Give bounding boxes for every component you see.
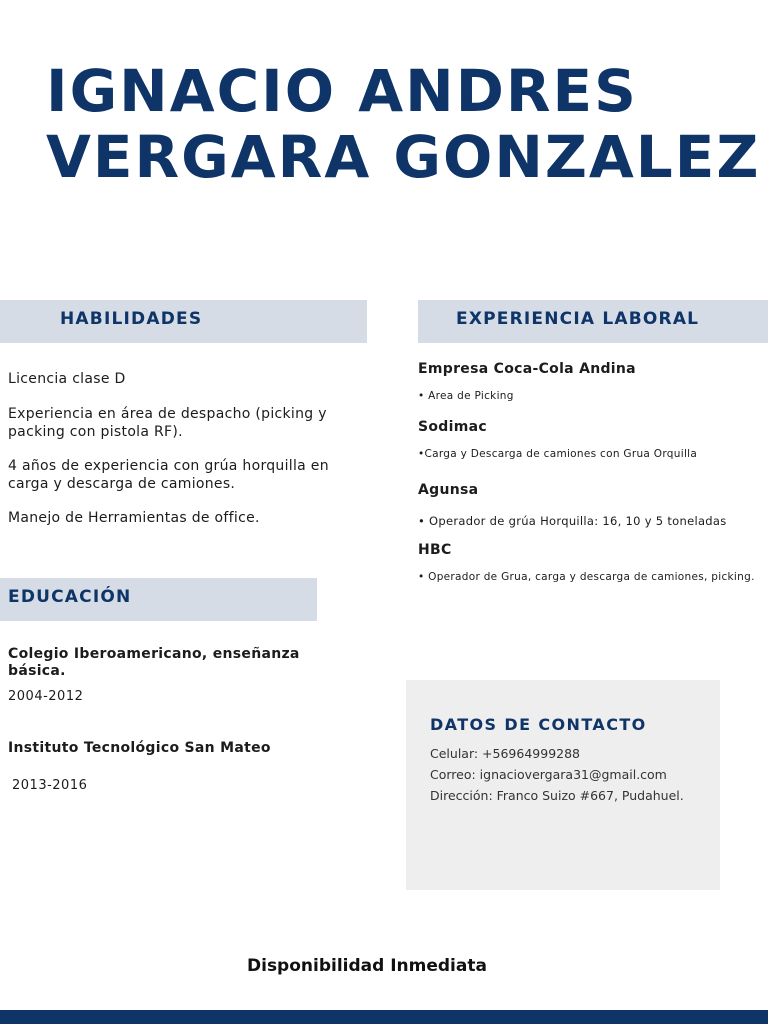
education-years: 2013-2016 (12, 778, 88, 793)
skill-item: Experiencia en área de despacho (picking y packing con pistola RF). (8, 406, 327, 440)
skill-item: Licencia clase D (8, 371, 126, 387)
education-school: Instituto Tecnológico San Mateo (8, 740, 271, 756)
skill-item: Manejo de Herramientas de office. (8, 510, 260, 526)
footer-bar (0, 1010, 768, 1024)
education-years: 2004-2012 (8, 689, 84, 704)
education-heading: EDUCACIÓN (8, 587, 132, 607)
job-description: • Area de Picking (418, 390, 514, 402)
job-company: Sodimac (418, 419, 487, 435)
job-company: Agunsa (418, 482, 479, 498)
job-description: • Operador de Grua, carga y descarga de camiones, picking. (418, 571, 755, 583)
contact-heading: DATOS DE CONTACTO (430, 715, 647, 734)
candidate-name (46, 58, 760, 190)
job-description: •Carga y Descarga de camiones con Grua Orquilla (418, 448, 698, 460)
job-company: HBC (418, 542, 452, 558)
job-description: • Operador de grúa Horquilla: 16, 10 y 5 toneladas (418, 514, 727, 528)
experience-heading: EXPERIENCIA LABORAL (456, 309, 700, 329)
contact-box (406, 680, 720, 890)
skill-item: 4 años de experiencia con grúa horquilla en carga y descarga de camiones. (8, 458, 329, 492)
job-company: Empresa Coca-Cola Andina (418, 361, 636, 377)
candidate-name-line1: IGNACIO ANDRES (46, 57, 638, 125)
candidate-name-line2: VERGARA GONZALEZ (46, 123, 761, 191)
education-school: Colegio Iberoamericano, enseñanza básica. (8, 646, 300, 679)
contact-address: Dirección: Franco Suizo #667, Pudahuel. (430, 788, 684, 803)
contact-phone: Celular: +56964999288 (430, 746, 581, 761)
availability-note: Disponibilidad Inmediata (247, 956, 487, 976)
skills-heading: HABILIDADES (60, 309, 203, 329)
contact-email: Correo: ignaciovergara31@gmail.com (430, 767, 667, 782)
